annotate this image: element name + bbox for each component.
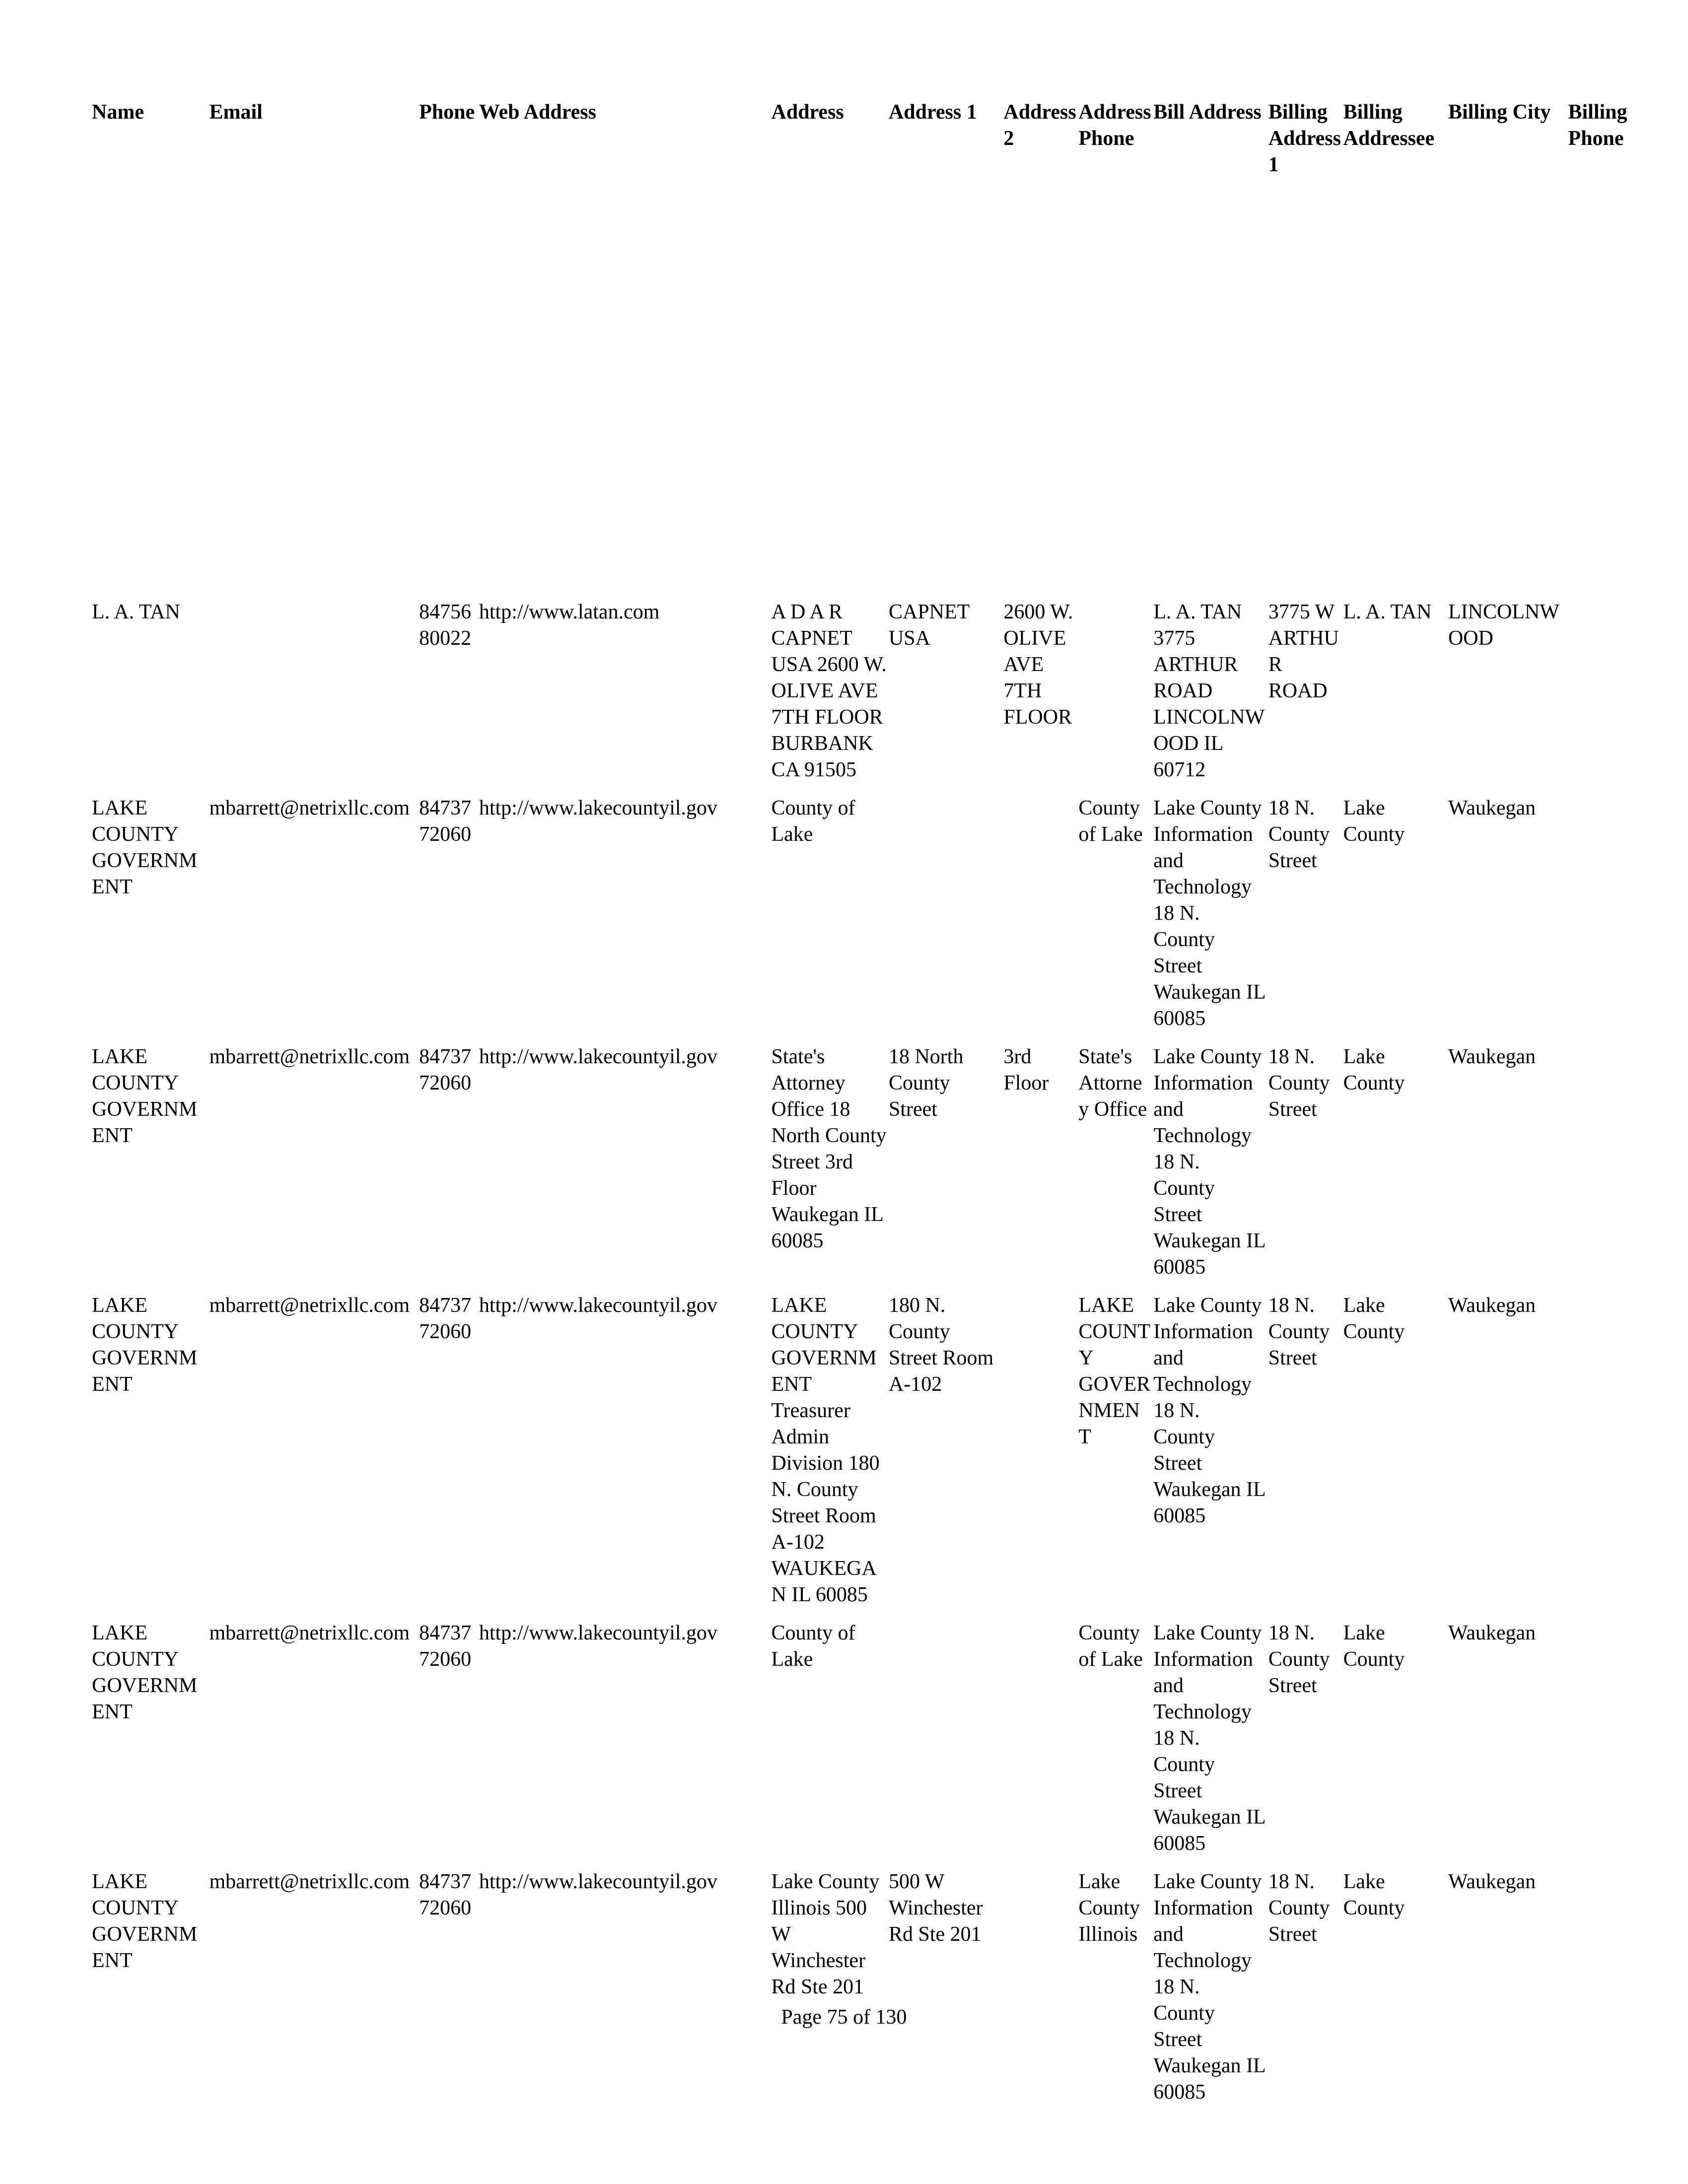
table-row — [92, 1620, 1688, 1869]
column-header: Address 1 — [888, 101, 977, 124]
cell-email: mbarrett@netrixllc.com — [209, 797, 410, 819]
cell-address1 — [889, 795, 1003, 1044]
cell-address: A D A R CAPNET USA 2600 W. OLIVE AVE 7TH FLOOR BURBANK CA 91505 — [771, 601, 887, 781]
cell-billing-address1: 18 N. County Street — [1268, 797, 1330, 872]
cell-billing-addressee: Lake County — [1343, 797, 1405, 846]
cell-billing-phone — [1568, 1620, 1688, 1869]
column-header: Billing Address 1 — [1268, 101, 1341, 176]
cell-address2 — [1003, 1869, 1078, 2117]
cell-address: LAKE COUNTY GOVERNMENT Treasurer Admin Division 180 N. County Street Room A-102 WAUKEGAN IL 60085 — [771, 1294, 880, 1606]
cell-email: mbarrett@netrixllc.com — [209, 1294, 410, 1317]
column-header: Address Phone — [1078, 101, 1151, 150]
cell-bill-address: Lake County Information and Technology 18 N. County Street Waukegan IL 60085 — [1153, 1622, 1266, 1855]
cell-address-phone: State's Attorney Office — [1078, 1045, 1147, 1121]
cell-billing-address1: 3775 W ARTHUR ROAD — [1268, 601, 1339, 702]
cell-address1 — [889, 1620, 1003, 1869]
cell-email: mbarrett@netrixllc.com — [209, 1622, 410, 1644]
cell-address2 — [1003, 795, 1078, 1044]
cell-billing-city: Waukegan — [1448, 1045, 1536, 1068]
cell-web: http://www.lakecountyil.gov — [479, 1870, 718, 1893]
header-row — [92, 99, 1688, 599]
cell-web: http://www.lakecountyil.gov — [479, 1045, 718, 1068]
cell-address1: CAPNET USA — [888, 601, 970, 650]
column-header: Web Address — [479, 101, 596, 124]
cell-bill-address: Lake County Information and Technology 18 N. County Street Waukegan IL 60085 — [1153, 1294, 1266, 1527]
cell-name: LAKE COUNTY GOVERNMENT — [92, 1622, 198, 1723]
cell-billing-addressee: L. A. TAN — [1343, 601, 1432, 623]
cell-address1: 500 W Winchester Rd Ste 201 — [888, 1870, 983, 1946]
cell-address2 — [1003, 1293, 1078, 1620]
cell-bill-address: Lake County Information and Technology 18 N. County Street Waukegan IL 60085 — [1153, 1045, 1266, 1279]
cell-address2: 3rd Floor — [1003, 1045, 1049, 1094]
cell-phone: 8473772060 — [419, 1045, 472, 1094]
cell-name: L. A. TAN — [92, 601, 180, 623]
cell-billing-city: Waukegan — [1448, 1622, 1536, 1644]
cell-billing-address1: 18 N. County Street — [1268, 1622, 1330, 1697]
report-table — [92, 99, 1688, 2117]
cell-phone: 8473772060 — [419, 1294, 472, 1343]
cell-billing-address1: 18 N. County Street — [1268, 1045, 1330, 1121]
cell-address1: 18 North County Street — [888, 1045, 964, 1121]
cell-name: LAKE COUNTY GOVERNMENT — [92, 1294, 198, 1396]
table-row — [92, 1044, 1688, 1293]
table-row — [92, 599, 1688, 795]
cell-name: LAKE COUNTY GOVERNMENT — [92, 1045, 198, 1147]
cell-billing-addressee: Lake County — [1343, 1045, 1405, 1094]
cell-address1: 180 N. County Street Room A-102 — [888, 1294, 994, 1396]
cell-address-phone — [1078, 599, 1153, 795]
cell-web: http://www.lakecountyil.gov — [479, 797, 718, 819]
cell-address-phone: LAKE COUNTY GOVERNMENT — [1078, 1294, 1151, 1448]
column-header: Address — [771, 101, 844, 124]
column-header: Billing City — [1448, 101, 1551, 124]
column-header: Name — [92, 101, 144, 124]
cell-billing-addressee: Lake County — [1343, 1622, 1405, 1671]
cell-address: State's Attorney Office 18 North County Street 3rd Floor Waukegan IL 60085 — [771, 1045, 887, 1252]
cell-billing-phone — [1568, 1869, 1688, 2117]
cell-phone: 8473772060 — [419, 797, 472, 846]
cell-web: http://www.lakecountyil.gov — [479, 1622, 718, 1644]
cell-bill-address: L. A. TAN 3775 ARTHUR ROAD LINCOLNWOOD IL 60712 — [1153, 601, 1265, 781]
cell-bill-address: Lake County Information and Technology 18 N. County Street Waukegan IL 60085 — [1153, 797, 1266, 1030]
cell-email — [209, 599, 419, 795]
cell-billing-city: Waukegan — [1448, 1870, 1536, 1893]
cell-billing-city: LINCOLNWOOD — [1448, 601, 1559, 650]
cell-billing-city: Waukegan — [1448, 1294, 1536, 1317]
cell-billing-addressee: Lake County — [1343, 1870, 1405, 1919]
column-header: Bill Address — [1153, 101, 1262, 124]
cell-billing-city: Waukegan — [1448, 797, 1536, 819]
cell-billing-phone — [1568, 1293, 1688, 1620]
table-row — [92, 1293, 1688, 1620]
cell-address: Lake County Illinois 500 W Winchester Rd Ste 201 — [771, 1870, 880, 1998]
column-header: Billing Phone — [1568, 101, 1627, 150]
column-header: Phone — [419, 101, 475, 124]
cell-billing-address1: 18 N. County Street — [1268, 1870, 1330, 1946]
cell-address-phone: County of Lake — [1078, 797, 1143, 846]
table-row — [92, 795, 1688, 1044]
cell-web: http://www.latan.com — [479, 601, 660, 623]
cell-address: County of Lake — [771, 1622, 855, 1671]
cell-address2: 2600 W. OLIVE AVE 7TH FLOOR — [1003, 601, 1073, 729]
page-footer: Page 75 of 130 — [781, 2006, 907, 2029]
cell-address-phone: Lake County Illinois — [1078, 1870, 1140, 1946]
cell-email: mbarrett@netrixllc.com — [209, 1870, 410, 1893]
table-row — [92, 1869, 1688, 2117]
cell-billing-phone — [1568, 795, 1688, 1044]
cell-billing-phone — [1568, 599, 1688, 795]
cell-phone: 8473772060 — [419, 1622, 472, 1671]
cell-web: http://www.lakecountyil.gov — [479, 1294, 718, 1317]
cell-name: LAKE COUNTY GOVERNMENT — [92, 1870, 198, 1972]
cell-bill-address: Lake County Information and Technology 18 N. County Street Waukegan IL 60085 — [1153, 1870, 1266, 2104]
column-header: Email — [209, 101, 263, 124]
cell-name: LAKE COUNTY GOVERNMENT — [92, 797, 198, 898]
column-header: Billing Addressee — [1343, 101, 1435, 150]
cell-phone: 8473772060 — [419, 1870, 472, 1919]
cell-phone: 8475680022 — [419, 601, 472, 650]
column-header: Address 2 — [1003, 101, 1076, 150]
cell-billing-addressee: Lake County — [1343, 1294, 1405, 1343]
cell-billing-phone — [1568, 1044, 1688, 1293]
cell-address2 — [1003, 1620, 1078, 1869]
cell-address: County of Lake — [771, 797, 855, 846]
cell-address-phone: County of Lake — [1078, 1622, 1143, 1671]
cell-billing-address1: 18 N. County Street — [1268, 1294, 1330, 1369]
cell-email: mbarrett@netrixllc.com — [209, 1045, 410, 1068]
